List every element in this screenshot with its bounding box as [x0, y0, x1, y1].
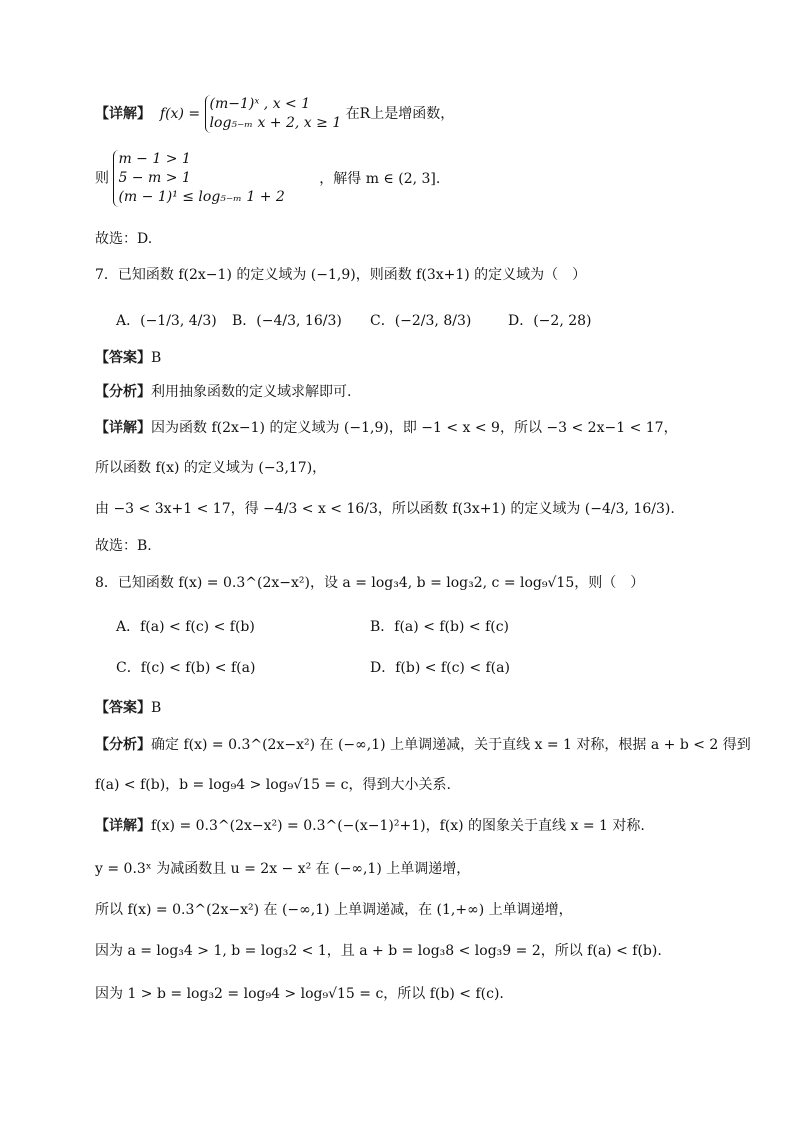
q8-stem: 8．已知函数 f(x) = 0.3^(2x−x²)，设 a = log₃4, b = log₃2, c = log₉√15，则（ ）	[95, 575, 645, 591]
q7-detail-3: 由 −3 < 3x+1 < 17，得 −4/3 < x < 16/3，所以函数 f(3x+1) 的定义域为 (−4/3, 16/3).	[95, 501, 675, 517]
detail-tag: 【详解】	[95, 818, 151, 834]
q7-detail-1: 因为函数 f(2x−1) 的定义域为 (−1,9)，即 −1 < x < 9，所以 −3 < 2x−1 < 17，	[151, 420, 678, 436]
q8-option-d: D．f(b) < f(c) < f(a)	[370, 660, 510, 676]
system-line	[95, 150, 440, 207]
answer-tag: 【答案】	[95, 350, 151, 366]
q7-detail-line-1	[95, 417, 678, 439]
system-row-3: (m − 1)¹ ≤ log₅₋ₘ 1 + 2	[118, 189, 285, 205]
q8-answer-line	[95, 697, 161, 719]
q7-option-b: B．(−4/3, 16/3)	[232, 313, 342, 329]
q7-answer-line	[95, 347, 161, 369]
analysis-tag: 【分析】	[95, 737, 151, 753]
q8-detail-1: f(x) = 0.3^(2x−x²) = 0.3^(−(x−1)²+1)，f(x) 的图象关于直线 x = 1 对称.	[151, 818, 645, 834]
q8-detail-line-1	[95, 815, 645, 837]
q8-detail-5: 因为 1 > b = log₃2 = log₉4 > log₉√15 = c，所以 f(b) < f(c).	[95, 986, 504, 1002]
solve-text: ，解得 m ∈ (2, 3].	[319, 170, 441, 187]
q8-analysis-1: 确定 f(x) = 0.3^(2x−x²) 在 (−∞,1) 上单调递减，关于直线 x = 1 对称，根据 a + b < 2 得到	[151, 737, 751, 753]
system-row-1: m − 1 > 1	[118, 151, 191, 167]
q8-option-b: B．f(a) < f(b) < f(c)	[370, 619, 510, 635]
q8-detail-4: 因为 a = log₃4 > 1, b = log₃2 < 1，且 a + b = log₃8 < log₃9 = 2，所以 f(a) < f(b).	[95, 943, 662, 959]
q7-analysis: 利用抽象函数的定义域求解即可.	[151, 384, 352, 400]
q7-stem: 7．已知函数 f(2x−1) 的定义域为 (−1,9)，则函数 f(3x+1) 的定义域为（ ）	[95, 267, 587, 283]
q7-option-c: C．(−2/3, 8/3)	[370, 313, 472, 329]
q8-answer: B	[151, 700, 162, 716]
piecewise-case-1: (m−1)ˣ , x < 1	[209, 96, 311, 112]
piecewise-brace	[205, 95, 342, 133]
detail-tag: 【详解】	[95, 420, 151, 436]
q7-option-d: D．(−2, 28)	[508, 313, 592, 329]
q7-analysis-line	[95, 381, 351, 403]
analysis-tag: 【分析】	[95, 384, 151, 400]
detail-line-1: 【详解】 f(x) = (m−1)ˣ , x < 1 log₅₋ₘ x + 2, x ≥ 1 在R上是增函数，	[95, 96, 455, 131]
detail-tag: 【详解】	[95, 106, 151, 122]
then-text: 则	[95, 170, 109, 187]
piecewise-case-2: log₅₋ₘ x + 2, x ≥ 1	[209, 115, 342, 131]
q7-answer: B	[151, 350, 162, 366]
q7-detail-2: 所以函数 f(x) 的定义域为 (−3,17)，	[95, 460, 327, 476]
q7-option-a: A．(−1/3, 4/3)	[116, 313, 217, 329]
q7-choose: 故选：B.	[95, 538, 152, 554]
q8-analysis-2: f(a) < f(b)，b = log₉4 > log₉√15 = c，得到大小关系.	[95, 777, 451, 793]
system-row-2: 5 − m > 1	[118, 170, 191, 186]
choose-d-line: 故选：D.	[95, 231, 153, 247]
system-brace	[113, 150, 284, 207]
q8-detail-3: 所以 f(x) = 0.3^(2x−x²) 在 (−∞,1) 上单调递减，在 (1,+∞) 上单调递增，	[95, 902, 573, 918]
answer-tag: 【答案】	[95, 700, 151, 716]
q8-detail-2: y = 0.3ˣ 为减函数且 u = 2x − x² 在 (−∞,1) 上单调递增，	[95, 861, 471, 877]
detail-suffix: 在R上是增函数，	[345, 106, 455, 122]
q8-option-a: A．f(a) < f(c) < f(b)	[116, 619, 255, 635]
q8-option-c: C．f(c) < f(b) < f(a)	[116, 660, 256, 676]
q8-analysis-line-1	[95, 734, 751, 756]
